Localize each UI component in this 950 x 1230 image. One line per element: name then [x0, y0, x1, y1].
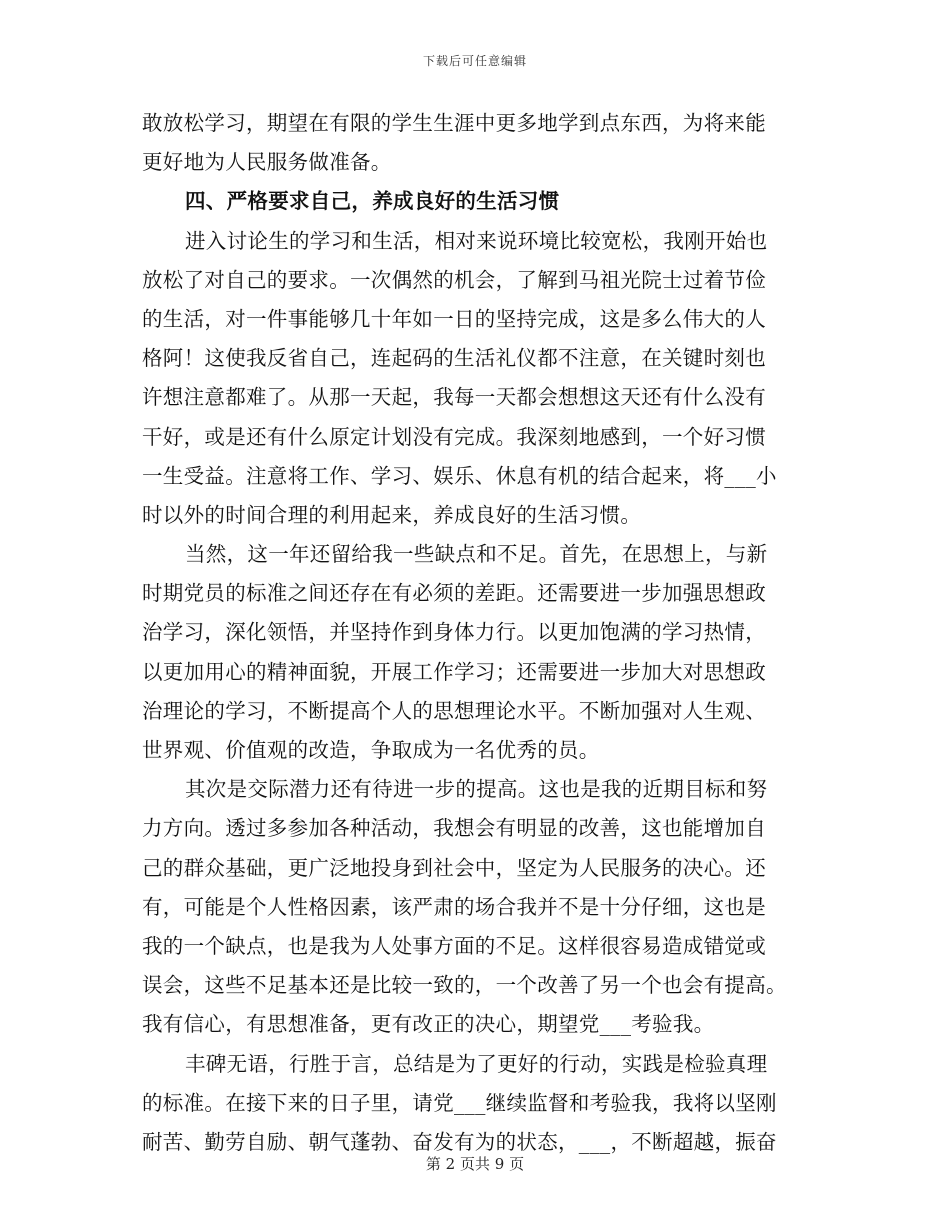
paragraph-line: 治理论的学习，不断提高个人的思想理论水平。不断加强对人生观、 [142, 698, 766, 723]
paragraph-line: 敢放松学习，期望在有限的学生生涯中更多地学到点东西，为将来能 [142, 111, 766, 135]
paragraph-line: 其次是交际潜力还有待进一步的提高。这也是我的近期目标和努 [185, 777, 768, 802]
paragraph-line: 耐苦、勤劳自励、朝气蓬勃、奋发有为的状态，___，不断超越，振奋 [142, 1129, 777, 1154]
paragraph-line: 当然，这一年还留给我一些缺点和不足。首先，在思想上，与新 [185, 542, 768, 567]
page-header: 下载后可任意编辑 [422, 54, 527, 68]
paragraph-line: 放松了对自己的要求。一次偶然的机会，了解到马祖光院士过着节俭 [142, 267, 766, 292]
paragraph-line: 治学习，深化领悟，并坚持作到身体力行。以更加饱满的学习热情， [142, 620, 766, 645]
paragraph-line: 一生受益。注意将工作、学习、娱乐、休息有机的结合起来，将___小 [142, 463, 777, 488]
paragraph-line: 进入讨论生的学习和生活，相对来说环境比较宽松，我刚开始也 [185, 228, 768, 253]
document-body [142, 104, 802, 1162]
paragraph-line: 时期党员的标准之间还存在有必须的差距。还需要进一步加强思想政 [142, 581, 766, 606]
paragraph-line: 我的一个缺点，也是我为人处事方面的不足。这样很容易造成错觉或 [142, 933, 766, 958]
paragraph-line: 力方向。透过多参加各种活动，我想会有明显的改善，这也能增加自 [142, 816, 766, 841]
paragraph-line: 世界观、价值观的改造，争取成为一名优秀的员。 [142, 738, 600, 762]
paragraph-line: 干好，或是还有什么原定计划没有完成。我深刻地感到，一个好习惯 [142, 424, 766, 449]
paragraph-line: 格阿！这使我反省自己，连起码的生活礼仪都不注意，在关键时刻也 [142, 346, 766, 371]
paragraph-line: 的标准。在接下来的日子里，请党___继续监督和考验我，我将以坚刚 [142, 1090, 777, 1115]
section-heading: 四、严格要求自己，养成良好的生活习惯 [185, 189, 560, 214]
paragraph-line: 许想注意都难了。从那一天起，我每一天都会想想这天还有什么没有 [142, 385, 766, 410]
paragraph-line: 丰碑无语，行胜于言，总结是为了更好的行动，实践是检验真理 [185, 1051, 768, 1076]
paragraph-line: 时以外的时间合理的利用起来，养成良好的生活习惯。 [142, 502, 642, 527]
page-number: 第 2 页共 9 页 [425, 1155, 525, 1173]
paragraph-line: 更好地为人民服务做准备。 [142, 150, 392, 175]
paragraph-line: 误会，这些不足基本还是比较一致的，一个改善了另一个也会有提高。 [142, 973, 787, 998]
paragraph-line: 己的群众基础，更广泛地投身到社会中，坚定为人民服务的决心。还 [142, 855, 766, 880]
paragraph-line: 我有信心，有思想准备，更有改正的决心，期望党___考验我。 [142, 1012, 715, 1037]
paragraph-line: 的生活，对一件事能够几十年如一日的坚持完成，这是多么伟大的人 [142, 306, 766, 331]
paragraph-line: 有，可能是个人性格因素，该严肃的场合我并不是十分仔细，这也是 [142, 894, 766, 919]
paragraph-line: 以更加用心的精神面貌，开展工作学习；还需要进一步加大对思想政 [142, 659, 766, 684]
